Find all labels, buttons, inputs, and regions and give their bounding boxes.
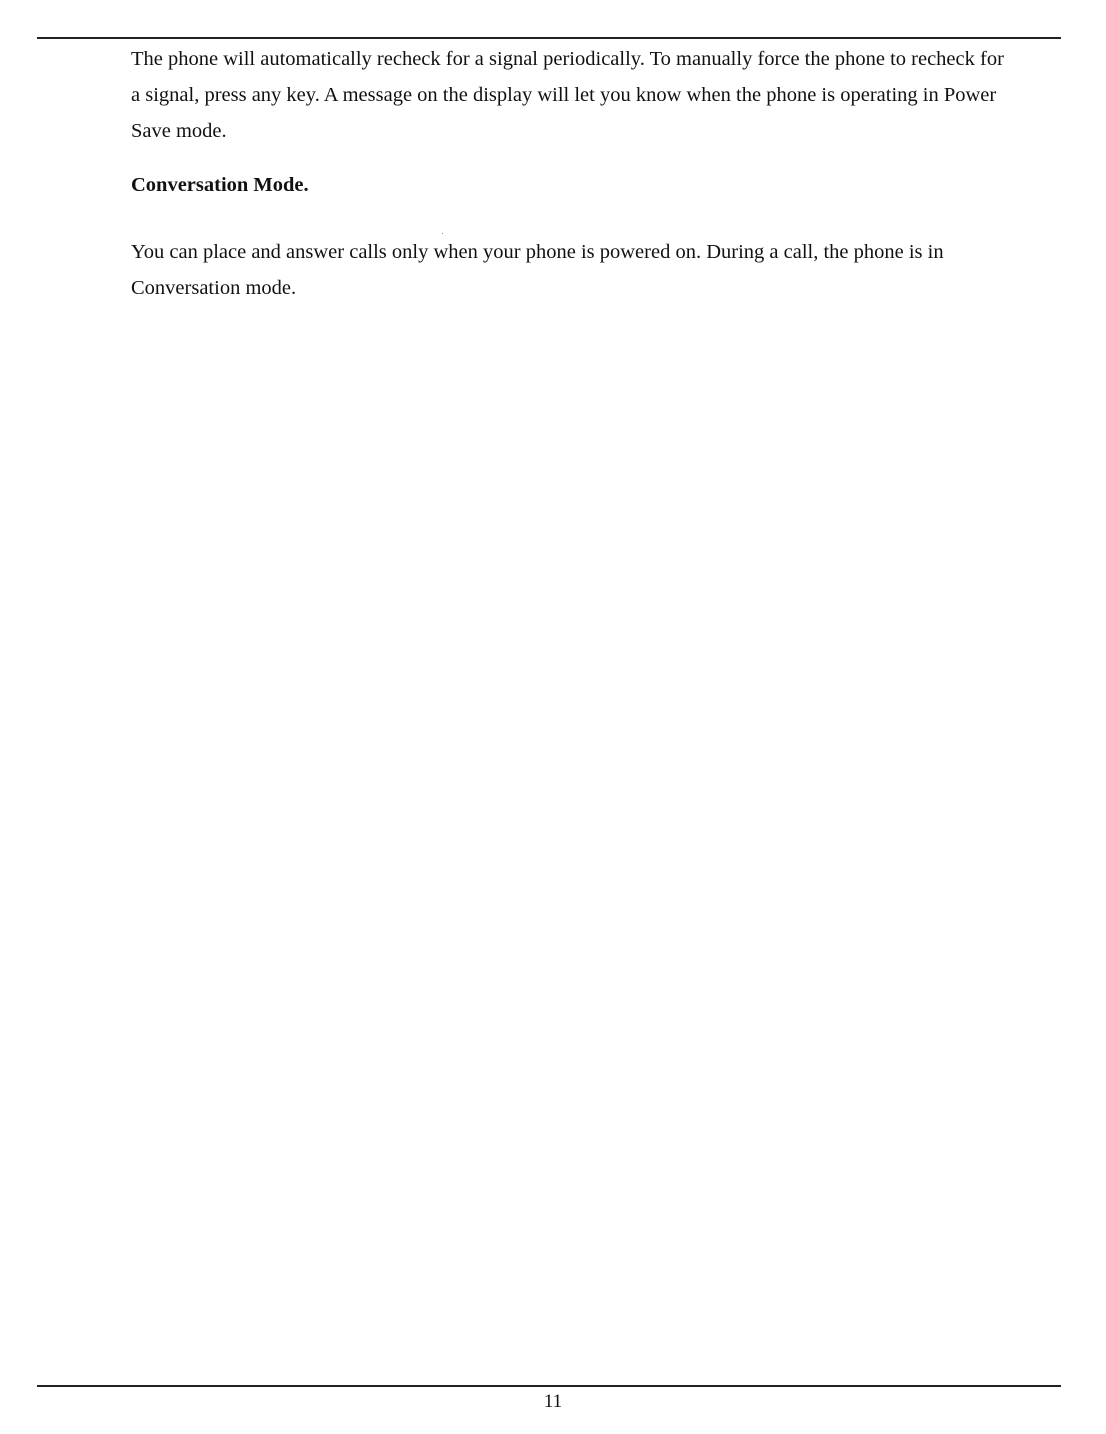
section-heading: Conversation Mode. (131, 174, 309, 196)
paragraph-power-save: The phone will automatically recheck for a signal periodically. To manually force the phone to recheck for a signal, press any key. A message on the display will let you know when the phone is operating in Power Save mode. (131, 48, 1004, 142)
page-number: 11 (543, 1391, 563, 1412)
page-content (131, 41, 1011, 306)
scan-speck (442, 233, 443, 234)
footer-rule (37, 1385, 1061, 1387)
header-rule (37, 37, 1061, 39)
paragraph-conversation-mode: You can place and answer calls only when your phone is powered on. During a call, the phone is in Conversation mode. (131, 241, 944, 299)
